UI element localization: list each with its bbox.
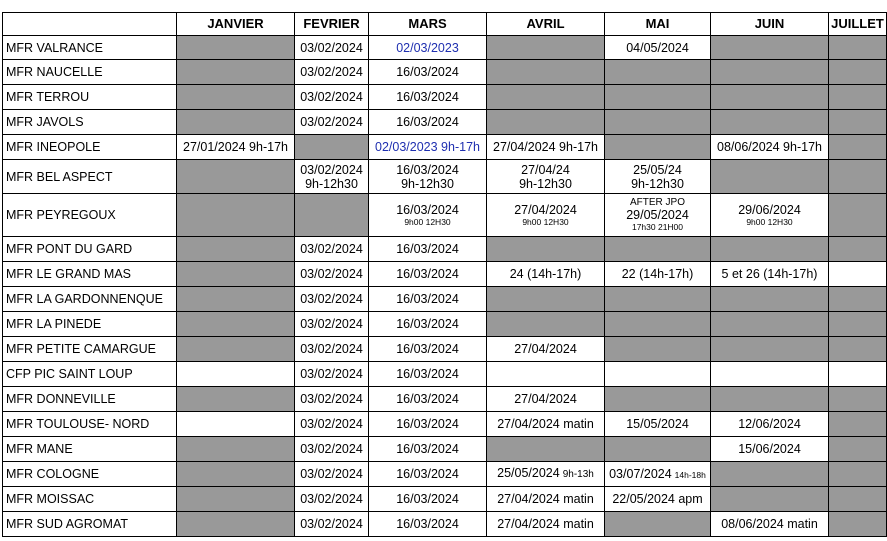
cell-text: 22 (14h-17h) [621, 267, 694, 281]
table-row [3, 160, 887, 194]
date-cell [369, 237, 487, 262]
unavailable-cell [711, 312, 829, 337]
date-cell [295, 262, 369, 287]
unavailable-cell [177, 312, 295, 337]
unavailable-cell [295, 194, 369, 237]
unavailable-cell [177, 36, 295, 60]
unavailable-cell [829, 412, 887, 437]
date-cell [369, 262, 487, 287]
cell-text: 03/02/2024 [300, 162, 363, 177]
table-row [3, 110, 887, 135]
header-corner-cell [3, 13, 177, 36]
cell-text: 27/04/2024 [514, 392, 577, 406]
unavailable-cell [177, 237, 295, 262]
cell-text: 03/02/2024 [300, 317, 363, 331]
unavailable-cell [711, 237, 829, 262]
unavailable-cell [829, 287, 887, 312]
date-cell [605, 412, 711, 437]
table-row [3, 437, 887, 462]
unavailable-cell [711, 110, 829, 135]
cell-time-note: 9h-13h [562, 469, 594, 480]
cell-text: 03/02/2024 [300, 242, 363, 256]
table-row [3, 512, 887, 537]
unavailable-cell [177, 194, 295, 237]
date-cell [487, 462, 605, 487]
unavailable-cell [605, 437, 711, 462]
cell-text: 16/03/2024 [396, 90, 459, 104]
table-row [3, 135, 887, 160]
unavailable-cell [605, 312, 711, 337]
header-month-cell: JUIN [711, 13, 829, 36]
cell-time-note: 14h-18h [674, 469, 706, 480]
table-row [3, 362, 887, 387]
date-cell [711, 362, 829, 387]
table-row [3, 194, 887, 237]
cell-text: 03/02/2024 [300, 467, 363, 481]
school-name-cell: MFR LE GRAND MAS [3, 262, 177, 287]
date-cell [605, 194, 711, 237]
date-cell [369, 412, 487, 437]
cell-text: 25/05/24 [633, 162, 682, 177]
cell-text: 22/05/2024 apm [612, 492, 703, 506]
date-cell [295, 36, 369, 60]
cell-text: 24 (14h-17h) [509, 267, 582, 281]
date-cell [295, 85, 369, 110]
table-row [3, 237, 887, 262]
date-cell [369, 487, 487, 512]
date-cell [487, 194, 605, 237]
schedule-table [2, 12, 887, 537]
cell-text: 15/06/2024 [738, 442, 801, 456]
cell-text: 03/02/2024 [300, 342, 363, 356]
school-name-cell: MFR COLOGNE [3, 462, 177, 487]
date-cell [605, 462, 711, 487]
cell-text: 03/02/2024 [300, 367, 363, 381]
unavailable-cell [711, 160, 829, 194]
date-cell [487, 512, 605, 537]
school-name-cell: MFR PETITE CAMARGUE [3, 337, 177, 362]
unavailable-cell [177, 512, 295, 537]
school-name-cell: MFR LA GARDONNENQUE [3, 287, 177, 312]
date-cell [369, 362, 487, 387]
unavailable-cell [605, 110, 711, 135]
school-name-cell: MFR TERROU [3, 85, 177, 110]
cell-text: 03/02/2024 [300, 292, 363, 306]
cell-text: 16/03/2024 [396, 517, 459, 531]
unavailable-cell [487, 60, 605, 85]
cell-text: 16/03/2024 [396, 65, 459, 79]
cell-text: 27/04/2024 matin [497, 417, 594, 431]
unavailable-cell [487, 110, 605, 135]
table-row [3, 262, 887, 287]
date-cell [295, 462, 369, 487]
header-month-cell: MAI [605, 13, 711, 36]
date-cell [369, 60, 487, 85]
unavailable-cell [295, 135, 369, 160]
cell-time-note: 9h00 12H30 [746, 216, 793, 227]
school-name-cell: MFR NAUCELLE [3, 60, 177, 85]
unavailable-cell [711, 60, 829, 85]
school-name-cell: MFR JAVOLS [3, 110, 177, 135]
date-cell [605, 36, 711, 60]
table-row [3, 412, 887, 437]
date-cell [369, 287, 487, 312]
unavailable-cell [711, 387, 829, 412]
date-cell [369, 337, 487, 362]
date-cell [369, 312, 487, 337]
header-month-cell: FEVRIER [295, 13, 369, 36]
cell-text: 08/06/2024 9h-17h [717, 140, 822, 154]
school-name-cell: MFR MOISSAC [3, 487, 177, 512]
cell-time-note: 17h30 21H00 [631, 222, 684, 232]
unavailable-cell [177, 287, 295, 312]
date-cell [295, 512, 369, 537]
unavailable-cell [487, 437, 605, 462]
date-cell [605, 487, 711, 512]
cell-text: 27/01/2024 9h-17h [183, 140, 288, 154]
unavailable-cell [829, 312, 887, 337]
date-cell [369, 110, 487, 135]
unavailable-cell [177, 85, 295, 110]
cell-text: 16/03/2024 [396, 115, 459, 129]
date-cell [295, 312, 369, 337]
date-cell [369, 194, 487, 237]
cell-text: 9h-12h30 [519, 176, 572, 191]
unavailable-cell [711, 85, 829, 110]
date-cell [295, 110, 369, 135]
date-cell [487, 135, 605, 160]
date-cell [487, 412, 605, 437]
cell-text: 12/06/2024 [738, 417, 801, 431]
unavailable-cell [605, 512, 711, 537]
cell-text: 9h-12h30 [305, 176, 358, 191]
unavailable-cell [829, 487, 887, 512]
unavailable-cell [487, 287, 605, 312]
table-row [3, 287, 887, 312]
date-cell [177, 135, 295, 160]
table-row [3, 85, 887, 110]
date-cell [369, 437, 487, 462]
header-row [3, 13, 887, 36]
cell-text: 16/03/2024 [396, 267, 459, 281]
unavailable-cell [487, 237, 605, 262]
table-row [3, 337, 887, 362]
unavailable-cell [829, 194, 887, 237]
school-name-cell: MFR SUD AGROMAT [3, 512, 177, 537]
cell-text: 25/05/2024 [497, 466, 560, 480]
cell-text: 27/04/24 [521, 162, 570, 177]
school-name-cell: MFR BEL ASPECT [3, 160, 177, 194]
school-name-cell: MFR DONNEVILLE [3, 387, 177, 412]
cell-time-note: 9h00 12H30 [404, 216, 451, 227]
unavailable-cell [829, 60, 887, 85]
header-month-cell: JANVIER [177, 13, 295, 36]
unavailable-cell [605, 387, 711, 412]
school-name-cell: MFR PEYREGOUX [3, 194, 177, 237]
date-cell [487, 160, 605, 194]
table-row [3, 60, 887, 85]
unavailable-cell [711, 36, 829, 60]
cell-text: 29/06/2024 [738, 202, 801, 217]
date-cell [487, 362, 605, 387]
cell-text: 03/02/2024 [300, 115, 363, 129]
date-cell [369, 85, 487, 110]
cell-text: 16/03/2024 [396, 162, 459, 177]
cell-text: 16/03/2024 [396, 202, 459, 217]
date-cell [711, 262, 829, 287]
unavailable-cell [605, 60, 711, 85]
unavailable-cell [605, 237, 711, 262]
unavailable-cell [829, 36, 887, 60]
unavailable-cell [605, 85, 711, 110]
date-cell [177, 412, 295, 437]
date-cell [369, 387, 487, 412]
cell-text: 03/02/2024 [300, 417, 363, 431]
date-cell [295, 437, 369, 462]
unavailable-cell [177, 262, 295, 287]
school-name-cell: MFR TOULOUSE- NORD [3, 412, 177, 437]
unavailable-cell [605, 135, 711, 160]
unavailable-cell [177, 337, 295, 362]
cell-time-note: 9h00 12H30 [522, 216, 569, 227]
unavailable-cell [177, 462, 295, 487]
cell-text: 03/02/2024 [300, 492, 363, 506]
cell-text: 16/03/2024 [396, 467, 459, 481]
cell-text: 03/02/2024 [300, 442, 363, 456]
cell-text: 02/03/2023 9h-17h [375, 140, 480, 154]
date-cell [295, 160, 369, 194]
cell-text: 29/05/2024 [626, 208, 689, 222]
unavailable-cell [177, 437, 295, 462]
header-month-cell: MARS [369, 13, 487, 36]
cell-text: 03/02/2024 [300, 90, 363, 104]
date-cell [487, 387, 605, 412]
unavailable-cell [829, 160, 887, 194]
unavailable-cell [177, 110, 295, 135]
school-name-cell: MFR MANE [3, 437, 177, 462]
cell-text: 04/05/2024 [626, 40, 689, 55]
cell-text: 5 et 26 (14h-17h) [721, 267, 818, 281]
cell-text: 03/02/2024 [300, 517, 363, 531]
date-cell [605, 262, 711, 287]
cell-text: 16/03/2024 [396, 442, 459, 456]
school-name-cell: CFP PIC SAINT LOUP [3, 362, 177, 387]
date-cell [711, 412, 829, 437]
unavailable-cell [829, 387, 887, 412]
date-cell [487, 487, 605, 512]
cell-text: 03/02/2024 [300, 40, 363, 55]
date-cell [605, 362, 711, 387]
cell-text: 16/03/2024 [396, 492, 459, 506]
date-cell [177, 362, 295, 387]
cell-text: 03/07/2024 [609, 466, 672, 481]
unavailable-cell [487, 312, 605, 337]
date-cell [369, 160, 487, 194]
header-month-cell: AVRIL [487, 13, 605, 36]
table-row [3, 312, 887, 337]
unavailable-cell [829, 85, 887, 110]
cell-text: 16/03/2024 [396, 417, 459, 431]
date-cell [295, 487, 369, 512]
cell-text: 16/03/2024 [396, 292, 459, 306]
date-cell [295, 387, 369, 412]
unavailable-cell [829, 512, 887, 537]
unavailable-cell [829, 462, 887, 487]
unavailable-cell [829, 110, 887, 135]
school-name-cell: MFR PONT DU GARD [3, 237, 177, 262]
cell-text: 27/04/2024 9h-17h [493, 140, 598, 154]
date-cell [829, 362, 887, 387]
date-cell [487, 262, 605, 287]
unavailable-cell [829, 337, 887, 362]
date-cell [295, 362, 369, 387]
table-row [3, 36, 887, 60]
date-cell [711, 135, 829, 160]
date-cell [369, 36, 487, 60]
table-row [3, 462, 887, 487]
date-cell [711, 437, 829, 462]
cell-text: 27/04/2024 [514, 342, 577, 356]
cell-text: 16/03/2024 [396, 317, 459, 331]
cell-text: 02/03/2023 [396, 40, 459, 55]
date-cell [829, 262, 887, 287]
unavailable-cell [711, 337, 829, 362]
unavailable-cell [829, 135, 887, 160]
table-row [3, 487, 887, 512]
date-cell [295, 287, 369, 312]
date-cell [711, 194, 829, 237]
cell-text: 16/03/2024 [396, 392, 459, 406]
school-name-cell: MFR VALRANCE [3, 36, 177, 60]
school-name-cell: MFR LA PINEDE [3, 312, 177, 337]
date-cell [295, 60, 369, 85]
cell-text: 03/02/2024 [300, 65, 363, 79]
cell-text: 03/02/2024 [300, 392, 363, 406]
date-cell [295, 237, 369, 262]
unavailable-cell [711, 487, 829, 512]
date-cell [487, 337, 605, 362]
date-cell [369, 135, 487, 160]
unavailable-cell [177, 160, 295, 194]
cell-text: 16/03/2024 [396, 367, 459, 381]
date-cell [605, 160, 711, 194]
table-row [3, 387, 887, 412]
unavailable-cell [829, 437, 887, 462]
cell-text: 16/03/2024 [396, 342, 459, 356]
date-cell [369, 462, 487, 487]
date-cell [295, 412, 369, 437]
cell-text: 15/05/2024 [626, 417, 689, 431]
date-cell [711, 512, 829, 537]
header-month-cell: JUILLET [829, 13, 887, 36]
cell-text: 27/04/2024 matin [497, 492, 594, 506]
school-name-cell: MFR INEOPOLE [3, 135, 177, 160]
unavailable-cell [177, 487, 295, 512]
cell-text: 9h-12h30 [401, 176, 454, 191]
unavailable-cell [487, 36, 605, 60]
cell-text: 27/04/2024 matin [497, 517, 594, 531]
unavailable-cell [177, 387, 295, 412]
cell-text: 9h-12h30 [631, 176, 684, 191]
unavailable-cell [605, 287, 711, 312]
cell-text: 08/06/2024 matin [721, 517, 818, 531]
cell-text: 27/04/2024 [514, 202, 577, 217]
cell-note: AFTER JPO [629, 197, 685, 208]
date-cell [295, 337, 369, 362]
cell-text: 03/02/2024 [300, 267, 363, 281]
unavailable-cell [829, 237, 887, 262]
cell-text: 16/03/2024 [396, 242, 459, 256]
unavailable-cell [487, 85, 605, 110]
date-cell [369, 512, 487, 537]
unavailable-cell [711, 287, 829, 312]
unavailable-cell [177, 60, 295, 85]
unavailable-cell [605, 337, 711, 362]
unavailable-cell [711, 462, 829, 487]
